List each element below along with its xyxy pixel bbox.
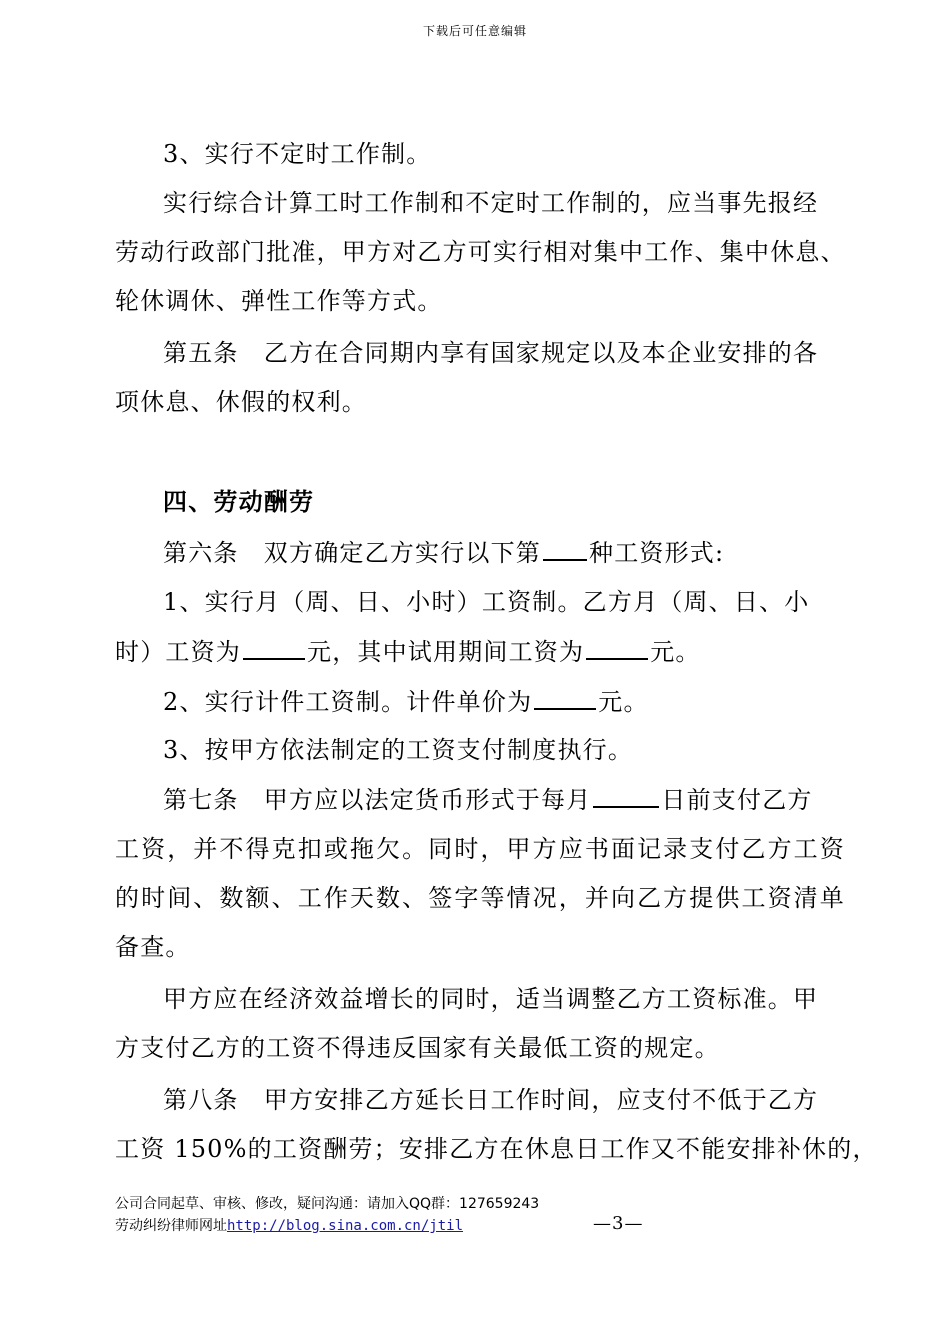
- text-span: 时）工资为: [115, 638, 241, 666]
- paragraph-line: 实行综合计算工时工作制和不定时工作制的，应当事先报经: [163, 189, 819, 217]
- fill-blank[interactable]: [543, 537, 587, 561]
- text-span: 日前支付乙方: [661, 786, 813, 814]
- paragraph-line: 第八条 甲方安排乙方延长日工作时间，应支付不低于乙方: [163, 1086, 819, 1114]
- fill-blank[interactable]: [243, 636, 305, 660]
- paragraph-line: 1、实行月（周、日、小时）工资制。乙方月（周、日、小: [163, 588, 810, 616]
- paragraph-line: 项休息、休假的权利。: [115, 388, 367, 416]
- paragraph-line: 工资，并不得克扣或拖欠。同时，甲方应书面记录支付乙方工资: [115, 835, 845, 863]
- text-span: 2、实行计件工资制。计件单价为: [163, 688, 533, 716]
- paragraph-line: 轮休调休、弹性工作等方式。: [115, 287, 443, 315]
- footer-website-label: 劳动纠纷律师网址: [115, 1218, 227, 1234]
- paragraph-line: 甲方应在经济效益增长的同时，适当调整乙方工资标准。甲: [163, 985, 819, 1013]
- paragraph-line: [163, 784, 893, 815]
- paragraph-line: 3、实行不定时工作制。: [163, 140, 432, 168]
- paragraph-line: [115, 636, 845, 667]
- section-heading: 四、劳动酬劳: [163, 488, 315, 516]
- text-span: 第七条 甲方应以法定货币形式于每月: [163, 786, 592, 814]
- paragraph-line: 的时间、数额、工作天数、签字等情况，并向乙方提供工资清单: [115, 884, 845, 912]
- page-header: 下载后可任意编辑: [422, 24, 527, 38]
- text-span: 元。: [650, 638, 701, 666]
- paragraph-line: 劳动行政部门批准，甲方对乙方可实行相对集中工作、集中休息、: [115, 238, 846, 266]
- fill-blank[interactable]: [534, 686, 596, 710]
- paragraph-line: [163, 686, 893, 717]
- paragraph-line: 第五条 乙方在合同期内享有国家规定以及本企业安排的各: [163, 339, 819, 367]
- paragraph-line: [163, 537, 893, 568]
- paragraph-line: 备查。: [115, 933, 191, 961]
- footer-contact: 公司合同起草、审核、修改，疑问沟通：请加入QQ群：127659243: [115, 1196, 540, 1212]
- paragraph-line: 方支付乙方的工资不得违反国家有关最低工资的规定。: [115, 1034, 720, 1062]
- text-span: 种工资形式:: [589, 539, 725, 567]
- paragraph-line: 3、按甲方依法制定的工资支付制度执行。: [163, 736, 634, 764]
- fill-blank[interactable]: [593, 784, 659, 808]
- paragraph-line: 工资 150%的工资酬劳；安排乙方在休息日工作又不能安排补休的，: [115, 1135, 878, 1163]
- page-number: —3—: [593, 1213, 644, 1234]
- text-span: 第六条 双方确定乙方实行以下第: [163, 539, 541, 567]
- fill-blank[interactable]: [586, 636, 648, 660]
- text-span: 元，其中试用期间工资为: [307, 638, 585, 666]
- text-span: 元。: [598, 688, 649, 716]
- website-link[interactable]: http://blog.sina.com.cn/jtil: [227, 1218, 464, 1234]
- footer-website: [115, 1215, 463, 1235]
